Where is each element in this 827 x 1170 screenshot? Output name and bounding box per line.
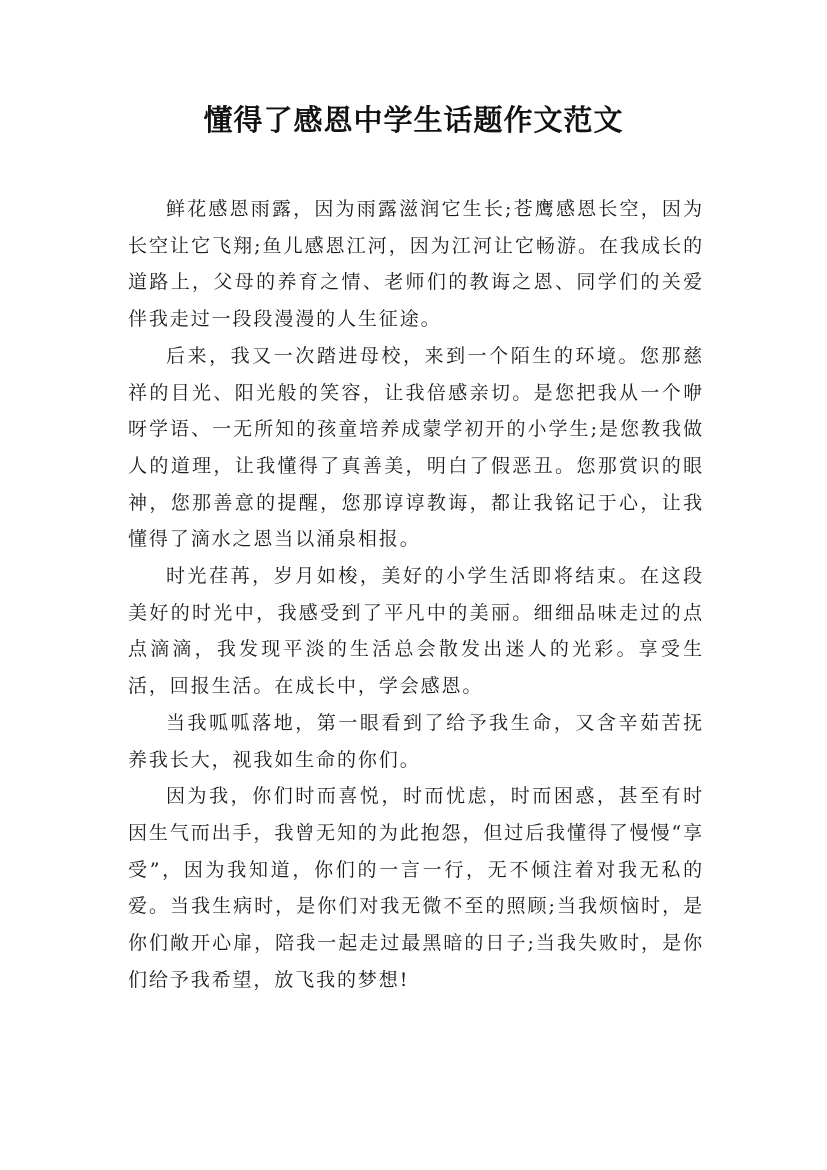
paragraph-2: 后来，我又一次踏进母校，来到一个陌生的环境。您那慈祥的目光、阳光般的笑容，让我倍感亲切。是您把我从一个咿呀学语、一无所知的孩童培养成蒙学初开的小学生;是您教我做人的道理，让我懂得了真善美，明白了假恶丑。您那赏识的眼神，您那善意的提醒，您那谆谆教诲，都让我铭记于心，让我懂得了滴水之恩当以涌泉相报。 (128, 344, 704, 551)
document-body (128, 191, 704, 998)
paragraph-3: 时光荏苒，岁月如梭，美好的小学生活即将结束。在这段美好的时光中，我感受到了平凡中的美丽。细细品味走过的点点滴滴，我发现平淡的生活总会散发出迷人的光彩。享受生活，回报生活。在成长中，学会感恩。 (128, 565, 704, 698)
paragraph-5: 因为我，你们时而喜悦，时而忧虑，时而困惑，甚至有时因生气而出手，我曾无知的为此抱怨，但过后我懂得了慢慢“享受”，因为我知道，你们的一言一行，无不倾注着对我无私的爱。当我生病时，是你们对我无微不至的照顾;当我烦恼时，是你们敞开心扉，陪我一起走过最黑暗的日子;当我失败时，是你们给予我希望，放飞我的梦想! (128, 785, 704, 991)
paragraph-4: 当我呱呱落地，第一眼看到了给予我生命，又含辛茹苦抚养我长大，视我如生命的你们。 (128, 711, 704, 771)
paragraph-1: 鲜花感恩雨露，因为雨露滋润它生长;苍鹰感恩长空，因为长空让它飞翔;鱼儿感恩江河，因为江河让它畅游。在我成长的道路上，父母的养育之情、老师们的教诲之恩、同学们的关爱伴我走过一段段漫漫的人生征途。 (128, 198, 704, 331)
document-title: 懂得了感恩中学生话题作文范文 (203, 103, 624, 137)
